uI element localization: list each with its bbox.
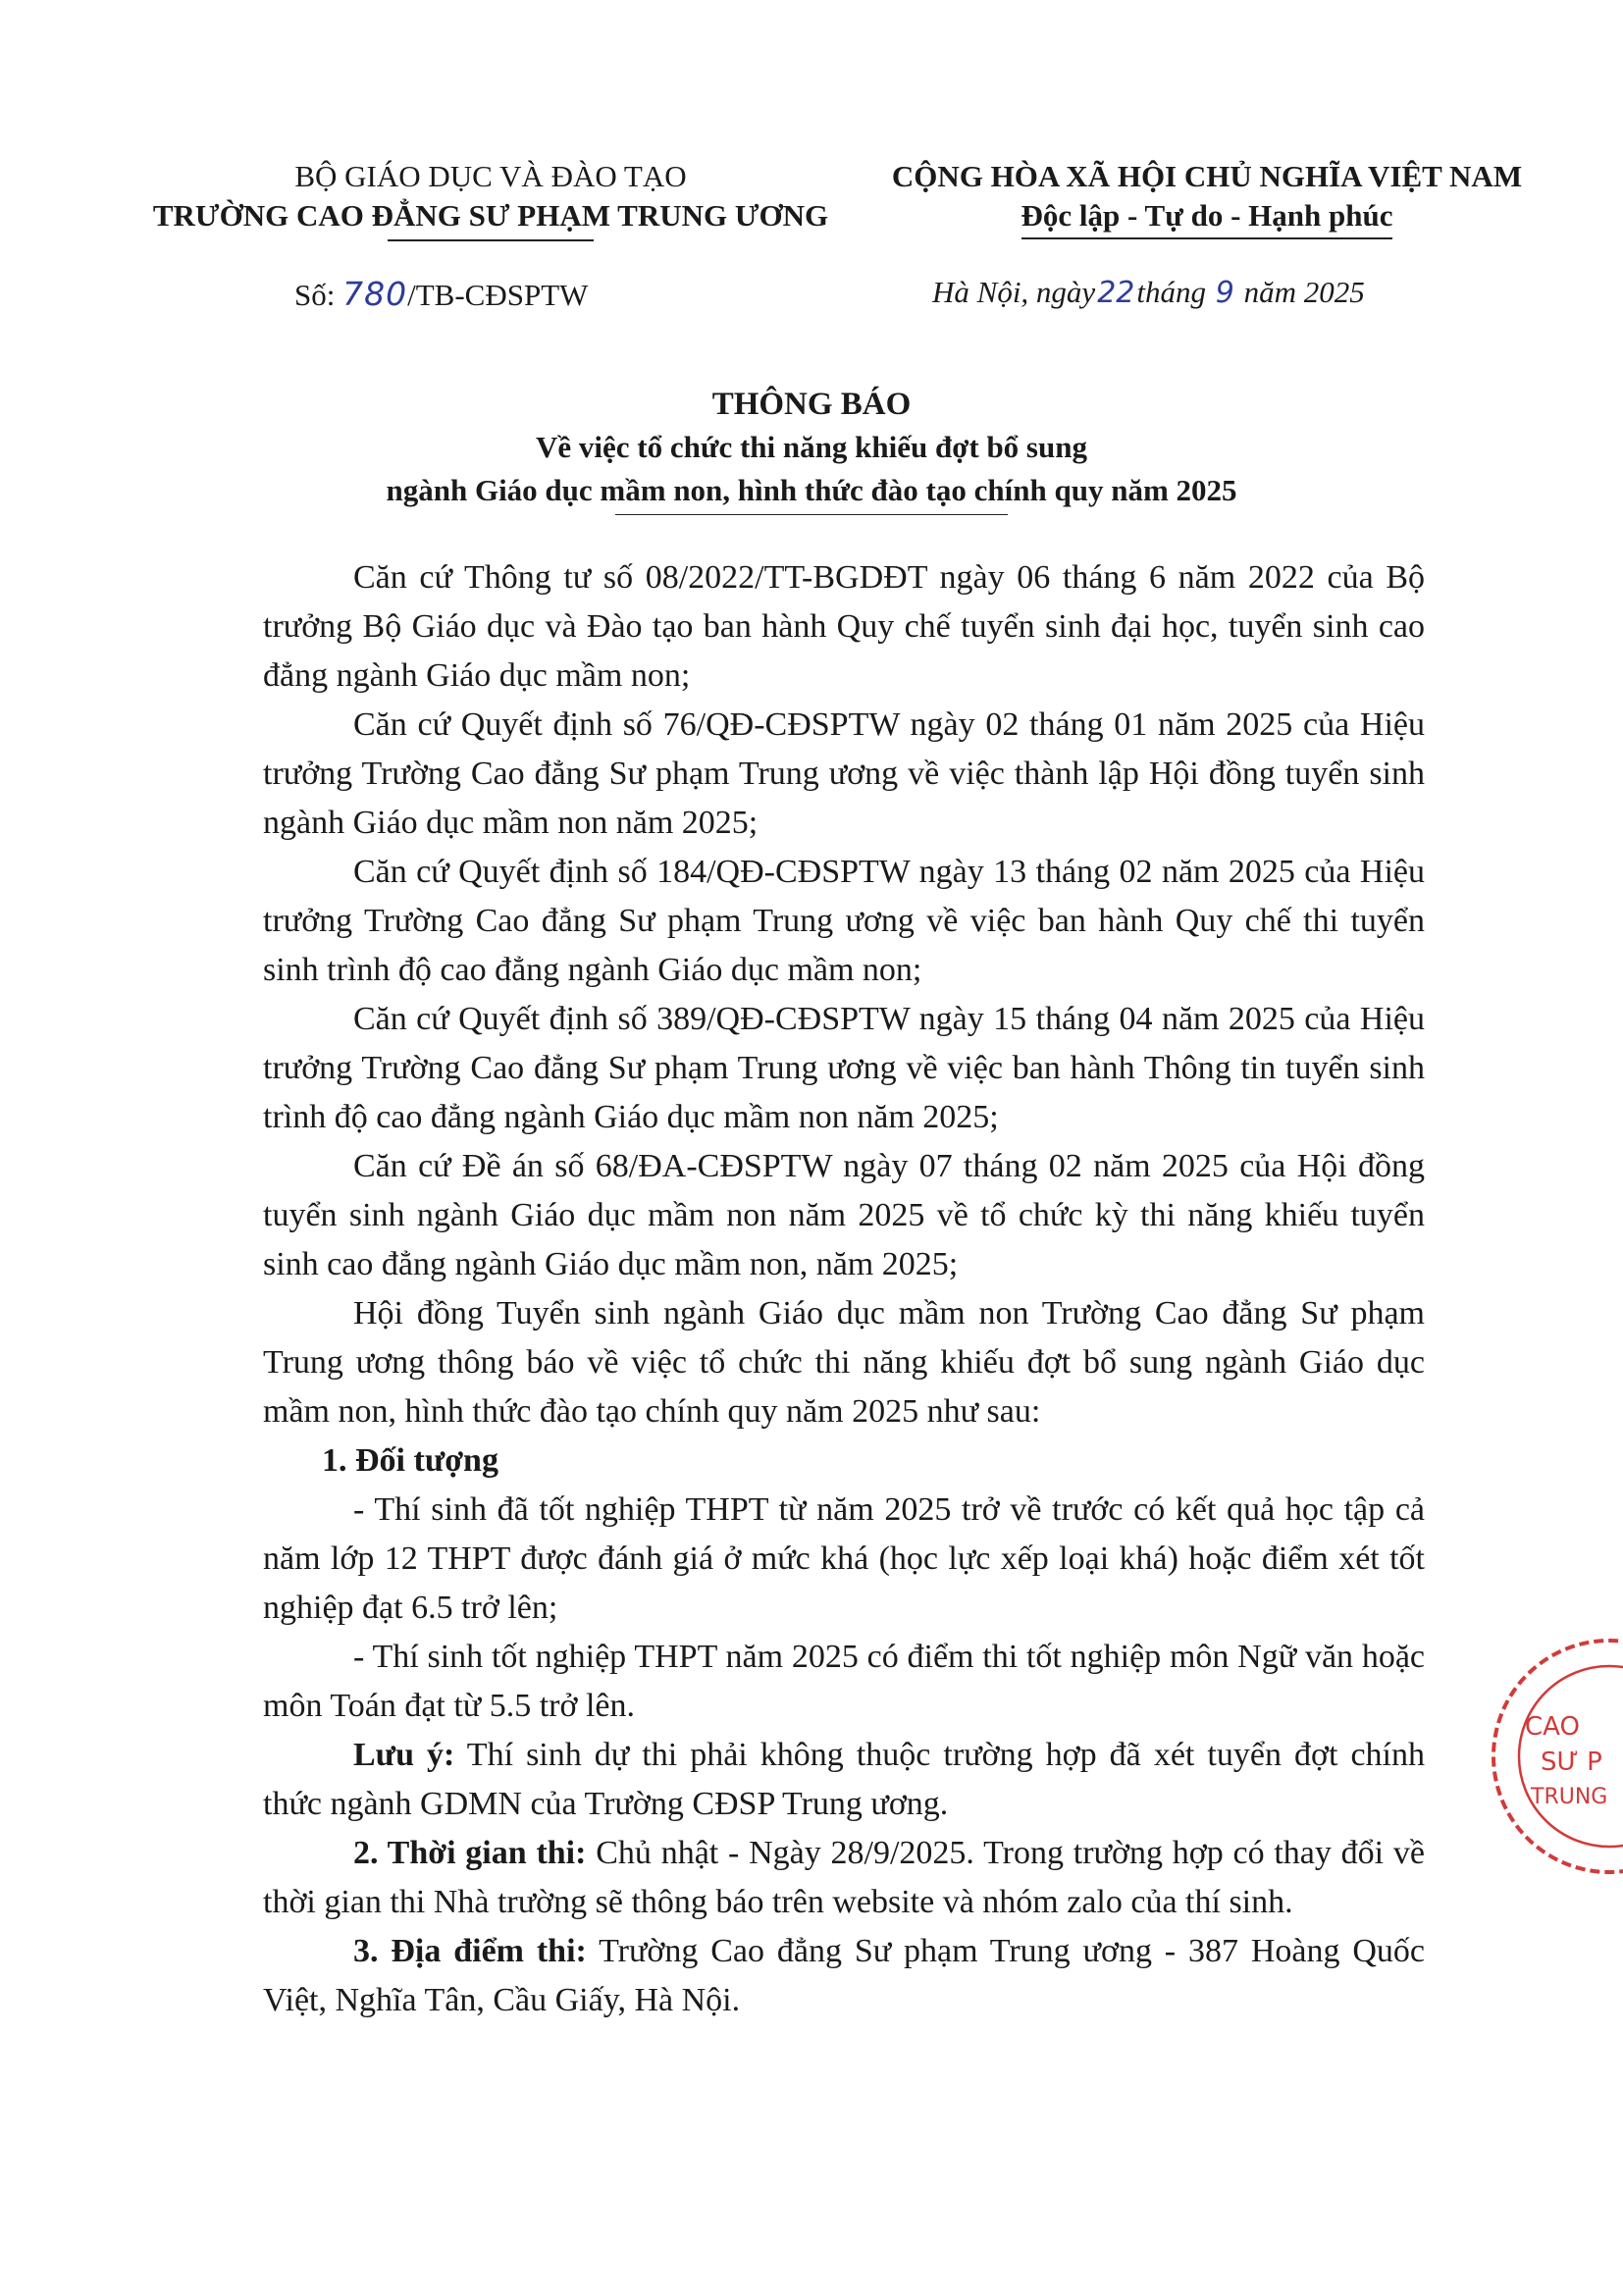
doc-number-suffix: /TB-CĐSPTW: [407, 278, 589, 312]
section-2-label: 2. Thời gian thi:: [353, 1835, 587, 1871]
legal-basis-3: Căn cứ Quyết định số 184/QĐ-CĐSPTW ngày 13 tháng 02 năm 2025 của Hiệu trưởng Trường Cao đẳng Sư phạm Trung ương về việc ban hành Quy chế thi tuyển sinh trình độ cao đẳng ngành Giáo dục mầm non;: [263, 854, 1425, 988]
legal-basis-1: Căn cứ Thông tư số 08/2022/TT-BGDĐT ngày 06 tháng 6 năm 2022 của Bộ trưởng Bộ Giáo dục và Đào tạo ban hành Quy chế tuyển sinh đại học, tuyển sinh cao đẳng ngành Giáo dục mầm non;: [263, 559, 1425, 694]
school-name: TRƯỜNG CAO ĐẲNG SƯ PHẠM TRUNG ƯƠNG: [152, 198, 829, 233]
ministry-name: BỘ GIÁO DỤC VÀ ĐÀO TẠO: [294, 159, 687, 193]
legal-basis-4: Căn cứ Quyết định số 389/QĐ-CĐSPTW ngày 15 tháng 04 năm 2025 của Hiệu trưởng Trường Cao đẳng Sư phạm Trung ương về việc ban hành Thông tin tuyển sinh trình độ cao đẳng ngành Giáo dục mầm non năm 2025;: [263, 1001, 1425, 1135]
date-month-word: tháng: [1136, 275, 1206, 309]
section-1-item-2: - Thí sinh tốt nghiệp THPT năm 2025 có điểm thi tốt nghiệp môn Ngữ văn hoặc môn Toán đạt từ 5.5 trở lên.: [263, 1639, 1425, 1724]
seal-text-line3: TRUNG: [1531, 1785, 1608, 1809]
date-month: 9: [1215, 276, 1234, 310]
note-text: Thí sinh dự thi phải không thuộc trường hợp đã xét tuyển đợt chính thức ngành GDMN của Trường CĐSP Trung ương.: [263, 1737, 1426, 1822]
date-line: [932, 275, 1365, 310]
national-header: [854, 157, 1560, 239]
section-1-heading: 1. Đối tượng: [322, 1442, 498, 1479]
title-divider: [615, 514, 1008, 515]
title-subject-line2: ngành Giáo dục mầm non, hình thức đào tạo chính quy năm 2025: [386, 473, 1237, 507]
issuer-header: [147, 157, 834, 241]
document-body: [263, 553, 1425, 2025]
doc-number-handwritten: 780: [342, 275, 408, 313]
section-3-paragraph: [263, 1927, 1425, 2025]
date-place: Hà Nội, ngày: [932, 275, 1096, 309]
country-name: CỘNG HÒA XÃ HỘI CHỦ NGHĨA VIỆT NAM: [891, 159, 1523, 193]
date-year: năm 2025: [1243, 275, 1365, 309]
seal-text-line1: CAO: [1525, 1712, 1580, 1742]
announcement-intro: Hội đồng Tuyển sinh ngành Giáo dục mầm non Trường Cao đẳng Sư phạm Trung ương thông báo về việc tổ chức thi năng khiếu đợt bổ sung ngành Giáo dục mầm non, hình thức đào tạo chính quy năm 2025 như sau:: [263, 1295, 1425, 1430]
legal-basis-5: Căn cứ Đề án số 68/ĐA-CĐSPTW ngày 07 tháng 02 năm 2025 của Hội đồng tuyển sinh ngành Giáo dục mầm non năm 2025 về tổ chức kỳ thi năng khiếu tuyển sinh cao đẳng ngành Giáo dục mầm non, năm 2025;: [263, 1148, 1425, 1282]
doc-number-prefix: Số:: [294, 278, 343, 312]
section-1-item-1: - Thí sinh đã tốt nghiệp THPT từ năm 2025 trở về trước có kết quả học tập cả năm lớp 12 THPT được đánh giá ở mức khá (học lực xếp loại khá) hoặc điểm xét tốt nghiệp đạt 6.5 trở lên;: [263, 1491, 1425, 1626]
section-2-text: Chủ nhật - Ngày 28/9/2025. Trong trường hợp có thay đổi về thời gian thi Nhà trường sẽ thông báo trên website và nhóm zalo của thí sinh.: [263, 1835, 1425, 1920]
section-3-label: 3. Địa điểm thi:: [353, 1933, 587, 1969]
note-label: Lưu ý:: [353, 1737, 455, 1773]
legal-basis-2: Căn cứ Quyết định số 76/QĐ-CĐSPTW ngày 02 tháng 01 năm 2025 của Hiệu trưởng Trường Cao đẳng Sư phạm Trung ương về việc thành lập Hội đồng tuyển sinh ngành Giáo dục mầm non năm 2025;: [263, 706, 1425, 841]
document-title: [196, 383, 1427, 515]
seal-text-line2: SƯ P: [1541, 1748, 1602, 1777]
title-main: THÔNG BÁO: [711, 387, 912, 422]
header-divider: [388, 239, 594, 241]
title-subject-line1: Về việc tổ chức thi năng khiếu đợt bổ sung: [536, 430, 1087, 464]
red-seal-stamp: [1462, 1629, 1623, 1884]
section-3-text: Trường Cao đẳng Sư phạm Trung ương - 387 Hoàng Quốc Việt, Nghĩa Tân, Cầu Giấy, Hà Nội.: [263, 1933, 1425, 2018]
date-day: 22: [1097, 276, 1135, 310]
national-motto: Độc lập - Tự do - Hạnh phúc: [1021, 196, 1393, 239]
section-2-paragraph: [263, 1829, 1425, 1927]
note-paragraph: [263, 1731, 1425, 1829]
document-number: [294, 275, 588, 313]
